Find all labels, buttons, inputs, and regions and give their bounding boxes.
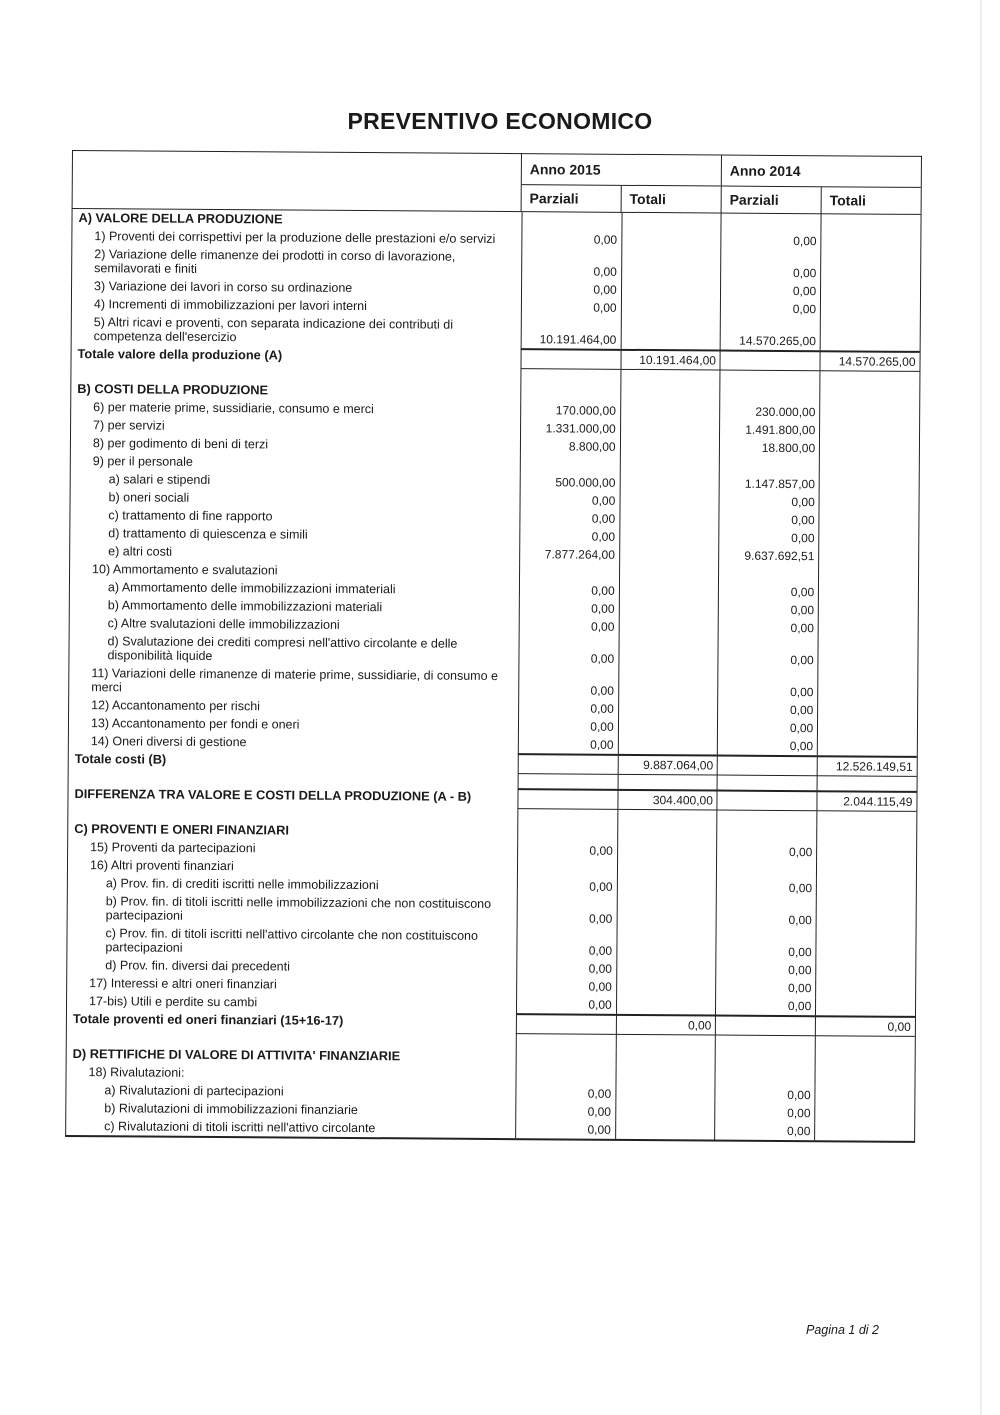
row-description: a) Prov. fin. di crediti iscritti nelle immobilizzazioni (105, 876, 379, 893)
parziale-2015-cell (516, 1034, 616, 1049)
row-description: c) Prov. fin. di titoli iscritti nell'attivo circolante che non costituiscono partecipazioni (105, 926, 479, 955)
parziale-2014-cell: 1.491.800,00 (719, 421, 819, 440)
parziale-2014-cell (715, 1068, 815, 1087)
row-description: b) Ammortamento delle immobilizzazioni materiali (107, 598, 383, 615)
parziale-2014-cell: 0,00 (719, 511, 819, 530)
totale-2015-cell (621, 213, 721, 232)
totale-2015-cell (615, 1121, 715, 1140)
row-description: C) PROVENTI E ONERI FINANZIARI (74, 821, 290, 838)
parziale-2015-cell: 0,00 (519, 581, 619, 600)
row-description: 4) Incrementi di immobilizzazioni per lavori interni (93, 297, 367, 314)
table-body (65, 208, 921, 1143)
parziale-2015-cell: 0,00 (519, 617, 619, 636)
totale-2014-cell (815, 961, 915, 980)
totale-2015-cell (619, 546, 719, 565)
parziale-2014-cell: 0,00 (716, 897, 816, 930)
parziale-2014-cell: 0,00 (718, 669, 818, 702)
parziale-2015-cell: 0,00 (521, 248, 621, 281)
parziale-2015-cell: 0,00 (521, 230, 621, 249)
totale-2015-cell (618, 718, 718, 737)
totale-2015-cell (618, 736, 718, 755)
totale-2014-cell (814, 1104, 914, 1123)
parziale-2014-cell: 0,00 (719, 493, 819, 512)
parziale-2015-cell: 0,00 (518, 667, 618, 700)
totale-2014-cell (821, 214, 921, 233)
totale-2015-cell: 304.400,00 (617, 789, 717, 811)
totale-2015-cell (619, 474, 719, 493)
totale-2015-cell (619, 510, 719, 529)
row-description: B) COSTI DELLA PRODUZIONE (77, 381, 269, 398)
totale-2015-cell (619, 564, 719, 583)
parziale-2015-cell: 0,00 (519, 527, 619, 546)
totale-2014-cell (815, 1068, 915, 1087)
row-description: 3) Variazione dei lavori in corso su ordinazione (94, 279, 353, 295)
parziale-2014-cell: 0,00 (715, 1122, 815, 1141)
totale-2014-cell (816, 929, 916, 962)
totale-2014-cell (817, 719, 917, 738)
parziale-2014-cell (720, 385, 820, 404)
row-description: 17) Interessi e altri oneri finanziari (89, 976, 277, 992)
row-description: d) Prov. fin. diversi dai precedenti (105, 958, 290, 974)
parziale-2014-cell: 0,00 (720, 300, 820, 319)
totale-2014-cell (819, 421, 919, 440)
parziale-2014-cell (720, 350, 820, 372)
totale-2014-cell (821, 232, 921, 251)
parziale-2014-cell: 0,00 (718, 619, 818, 638)
parziale-2015-cell: 0,00 (518, 635, 618, 668)
row-description: a) Ammortamento delle immobilizzazioni immateriali (107, 580, 396, 597)
year-2015-header (520, 153, 720, 212)
totale-2014-cell (820, 250, 920, 283)
parziale-2015-cell: 0,00 (515, 1102, 615, 1121)
row-description: 10) Ammortamento e svalutazioni (92, 562, 278, 578)
parziale-2015-cell (517, 859, 617, 878)
scan-edge (980, 0, 982, 1415)
parziale-2015-cell: 0,00 (521, 298, 621, 317)
row-description: b) oneri sociali (108, 490, 190, 505)
row-description: c) Altre svalutazioni delle immobilizzazioni (107, 616, 340, 632)
parziale-2015-cell: 0,00 (515, 1084, 615, 1103)
row-description: 9) per il personale (92, 454, 193, 469)
parziale-2014-cell: 0,00 (718, 601, 818, 620)
totale-2014-cell: 2.044.115,49 (817, 790, 917, 812)
totale-2015-cell: 10.191.464,00 (620, 349, 720, 371)
parziale-2014-cell: 230.000,00 (720, 403, 820, 422)
parziale-2014-cell (717, 811, 817, 826)
totale-2014-cell (816, 843, 916, 862)
row-description: d) trattamento di quiescenza e simili (108, 526, 308, 542)
totale-2015-cell (618, 636, 718, 669)
parziale-2015-cell: 0,00 (517, 877, 617, 896)
totale-2014-cell (817, 669, 917, 702)
parziale-2015-cell: 0,00 (518, 735, 618, 754)
row-description: A) VALORE DELLA PRODUZIONE (78, 210, 283, 227)
parziale-2015-cell: 0,00 (516, 995, 616, 1014)
parziale-2015-cell: 0,00 (519, 491, 619, 510)
totale-2014-cell (816, 897, 916, 930)
row-description: 7) per servizi (93, 418, 165, 433)
parziale-2015-cell: 0,00 (517, 895, 617, 928)
totale-2015-cell (615, 1035, 715, 1050)
parziale-2015-cell: 0,00 (517, 841, 617, 860)
parziale-2014-cell (716, 861, 816, 880)
parziale-2015-cell (517, 823, 617, 842)
totale-2014-cell (816, 879, 916, 898)
totale-2015-cell (620, 370, 720, 385)
parziale-2015-cell (520, 383, 620, 402)
parziale-2014-cell (715, 1050, 815, 1069)
totale-2014-cell (820, 318, 920, 351)
totale-2014-cell (819, 511, 919, 530)
budget-table (65, 150, 922, 1143)
parziale-2014-cell: 0,00 (718, 701, 818, 720)
parziale-2015-cell (521, 212, 621, 231)
totale-2014-cell (820, 371, 920, 386)
totale-2015-cell (621, 249, 721, 282)
parziale-2015-cell: 0,00 (521, 280, 621, 299)
totale-2015-cell (621, 281, 721, 300)
totale-2015-cell (617, 878, 717, 897)
totale-2015-cell: 0,00 (616, 1014, 716, 1036)
totale-2014-cell (815, 1036, 915, 1051)
totale-2014-cell: 14.570.265,00 (820, 350, 920, 372)
parziale-2015-cell (516, 1013, 616, 1035)
parziale-2015-cell: 0,00 (516, 927, 616, 960)
totale-2015-cell (617, 824, 717, 843)
totale-2015-cell (620, 384, 720, 403)
table-header (72, 150, 922, 214)
totale-2015-cell (618, 600, 718, 619)
parziale-2014-cell: 0,00 (720, 282, 820, 301)
parziale-2015-cell: 10.191.464,00 (521, 316, 621, 349)
totale-2014-cell (819, 457, 919, 476)
totale-2014-cell (818, 547, 918, 566)
year-2014-header (721, 155, 922, 214)
parziale-2015-cell: 0,00 (519, 509, 619, 528)
parziale-2015-cell (520, 348, 620, 370)
parziale-2014-cell: 0,00 (721, 232, 821, 251)
totale-2014-cell (814, 1122, 914, 1141)
totale-2015-cell (620, 420, 720, 439)
totale-2015-cell (615, 1103, 715, 1122)
totale-2015-cell (615, 1085, 715, 1104)
parziale-2015-cell: 170.000,00 (520, 401, 620, 420)
row-description: 12) Accantonamento per rischi (91, 698, 261, 714)
row-description: 17-bis) Utili e perdite su cambi (89, 994, 258, 1010)
totali-2014-header: Totali (829, 192, 866, 209)
totale-2015-cell (616, 978, 716, 997)
totale-2014-cell (819, 403, 919, 422)
totale-2015-cell (617, 842, 717, 861)
totale-2014-cell: 12.526.149,51 (817, 755, 917, 777)
totale-2015-cell (619, 492, 719, 511)
row-description: 18) Rivalutazioni: (88, 1065, 185, 1080)
totale-2015-cell (620, 317, 720, 350)
parziale-2014-cell: 0,00 (717, 843, 817, 862)
parziali-2015-header: Parziali (521, 185, 621, 213)
parziale-2015-cell: 1.331.000,00 (520, 419, 620, 438)
totale-2015-cell: 9.887.064,00 (617, 754, 717, 776)
parziale-2014-cell (717, 825, 817, 844)
parziale-2015-cell: 0,00 (518, 717, 618, 736)
row-description: DIFFERENZA TRA VALORE E COSTI DELLA PRODUZIONE (A - B) (74, 786, 472, 804)
row-description: 14) Oneri diversi di gestione (90, 734, 247, 750)
totale-2015-cell (616, 928, 716, 961)
parziale-2015-cell (516, 1048, 616, 1067)
totale-2015-cell (620, 438, 720, 457)
parziale-2015-cell: 0,00 (516, 959, 616, 978)
totale-2014-cell (818, 529, 918, 548)
parziale-2015-cell: 0,00 (515, 1120, 615, 1139)
totale-2015-cell (618, 700, 718, 719)
page-title: PREVENTIVO ECONOMICO (347, 108, 653, 134)
totale-2015-cell (617, 860, 717, 879)
parziale-2014-cell (717, 776, 817, 791)
parziale-2015-cell (517, 774, 617, 789)
totale-2014-cell (818, 637, 918, 670)
parziale-2014-cell: 0,00 (717, 737, 817, 756)
totale-2014-cell (820, 282, 920, 301)
row-description: a) salari e stipendi (108, 472, 211, 487)
parziale-2014-cell: 0,00 (716, 961, 816, 980)
totale-2014-cell (819, 475, 919, 494)
totale-2015-cell (617, 775, 717, 790)
row-description: Totale costi (B) (74, 751, 167, 767)
parziale-2014-cell: 0,00 (718, 637, 818, 670)
parziale-2014-cell: 0,00 (718, 583, 818, 602)
row-description: Totale valore della produzione (A) (77, 346, 283, 363)
totale-2014-cell (815, 997, 915, 1016)
parziale-2014-cell (715, 1015, 815, 1037)
parziale-2015-cell: 7.877.264,00 (519, 545, 619, 564)
totale-2014-cell (817, 701, 917, 720)
totale-2015-cell (615, 1049, 715, 1068)
parziale-2014-cell (717, 755, 817, 777)
row-description: 13) Accantonamento per fondi e oneri (90, 716, 300, 732)
row-description: b) Rivalutazioni di immobilizzazioni finanziarie (104, 1101, 358, 1118)
totale-2014-cell (817, 811, 917, 826)
row-description: a) Rivalutazioni di partecipazioni (104, 1083, 284, 1099)
parziali-2014-header: Parziali (722, 187, 822, 215)
parziale-2015-cell (519, 563, 619, 582)
parziale-2014-cell: 0,00 (721, 250, 821, 283)
description-header (72, 150, 521, 211)
totale-2014-cell (817, 776, 917, 791)
totale-2014-cell (817, 737, 917, 756)
totale-2015-cell (615, 1067, 715, 1086)
parziale-2015-cell (518, 753, 618, 775)
totale-2014-cell (816, 825, 916, 844)
parziale-2014-cell: 0,00 (716, 979, 816, 998)
totale-2014-cell (815, 979, 915, 998)
totale-2015-cell (616, 996, 716, 1015)
row-description: 11) Variazioni delle rimanenze di materie prime, sussidiarie, di consumo e merci (91, 666, 499, 695)
parziale-2014-cell: 18.800,00 (719, 439, 819, 458)
row-description: Totale proventi ed oneri finanziari (15+16-17) (72, 1011, 344, 1028)
totale-2014-cell (818, 601, 918, 620)
totale-2015-cell (619, 582, 719, 601)
parziale-2014-cell: 0,00 (717, 719, 817, 738)
parziale-2014-cell: 0,00 (715, 997, 815, 1016)
totale-2014-cell (818, 619, 918, 638)
year-2015-label: Anno 2015 (522, 154, 721, 186)
totale-2015-cell (617, 810, 717, 825)
parziale-2015-cell: 0,00 (518, 699, 618, 718)
totale-2015-cell (618, 668, 718, 701)
totale-2015-cell (619, 456, 719, 475)
parziale-2014-cell: 1.147.857,00 (719, 475, 819, 494)
parziale-2015-cell (515, 1066, 615, 1085)
parziale-2014-cell (720, 371, 820, 386)
parziale-2014-cell (718, 565, 818, 584)
totale-2014-cell (819, 385, 919, 404)
totale-2015-cell (619, 528, 719, 547)
totale-2014-cell (816, 861, 916, 880)
parziale-2014-cell (719, 457, 819, 476)
row-description: 2) Variazione delle rimanenze dei prodotti in corso di lavorazione, semilavorati e finiti (94, 247, 456, 276)
parziale-2014-cell: 0,00 (716, 929, 816, 962)
parziale-2015-cell: 8.800,00 (520, 437, 620, 456)
totale-2014-cell (819, 493, 919, 512)
totale-2014-cell (820, 300, 920, 319)
parziale-2015-cell: 500.000,00 (520, 473, 620, 492)
parziale-2014-cell: 14.570.265,00 (720, 318, 820, 351)
parziale-2015-cell (520, 455, 620, 474)
row-description: 15) Proventi da partecipazioni (90, 840, 256, 856)
totale-2014-cell: 0,00 (815, 1015, 915, 1037)
totale-2014-cell (815, 1050, 915, 1069)
parziale-2015-cell (520, 369, 620, 384)
parziale-2014-cell: 0,00 (719, 529, 819, 548)
parziale-2014-cell (717, 790, 817, 812)
totale-2015-cell (616, 896, 716, 929)
totali-2015-header: Totali (629, 190, 666, 208)
totale-2015-cell (620, 402, 720, 421)
page-number: Pagina 1 di 2 (806, 1323, 879, 1337)
row-description: 5) Altri ricavi e proventi, con separata indicazione dei contributi di competenza dell'esercizio (93, 315, 454, 345)
row-description: d) Svalutazione dei crediti compresi nell'attivo circolante e delle disponibilità liquide (107, 634, 458, 663)
parziale-2015-cell: 0,00 (516, 977, 616, 996)
parziale-2014-cell: 0,00 (715, 1104, 815, 1123)
row-description: 6) per materie prime, sussidiarie, consumo e merci (93, 400, 374, 417)
parziale-2015-cell: 0,00 (519, 599, 619, 618)
row-description: D) RETTIFICHE DI VALORE DI ATTIVITA' FINANZIARIE (72, 1046, 401, 1064)
totale-2014-cell (818, 565, 918, 584)
parziale-2014-cell: 0,00 (715, 1086, 815, 1105)
parziale-2014-cell: 9.637.692,51 (719, 547, 819, 566)
row-description: 1) Proventi dei corrispettivi per la produzione delle prestazioni e/o servizi (94, 229, 496, 246)
year-2014-label: Anno 2014 (722, 156, 921, 188)
row-description: 16) Altri proventi finanziari (89, 858, 234, 874)
totale-2015-cell (616, 960, 716, 979)
totale-2014-cell (815, 1086, 915, 1105)
totale-2014-cell (819, 439, 919, 458)
totale-2015-cell (621, 231, 721, 250)
parziale-2014-cell: 0,00 (716, 879, 816, 898)
parziale-2015-cell (517, 788, 617, 810)
parziale-2014-cell (715, 1036, 815, 1051)
parziale-2014-cell (721, 214, 821, 233)
row-description: e) altri costi (108, 544, 173, 559)
totale-2015-cell (618, 618, 718, 637)
parziale-2015-cell (517, 809, 617, 824)
totale-2014-cell (818, 583, 918, 602)
totale-2015-cell (621, 299, 721, 318)
row-description: c) Rivalutazioni di titoli iscritti nell'attivo circolante (104, 1119, 376, 1136)
row-description: b) Prov. fin. di titoli iscritti nelle immobilizzazioni che non costituiscono partecipazioni (105, 894, 492, 923)
row-description: 8) per godimento di beni di terzi (92, 436, 269, 452)
row-description: c) trattamento di fine rapporto (108, 508, 273, 524)
